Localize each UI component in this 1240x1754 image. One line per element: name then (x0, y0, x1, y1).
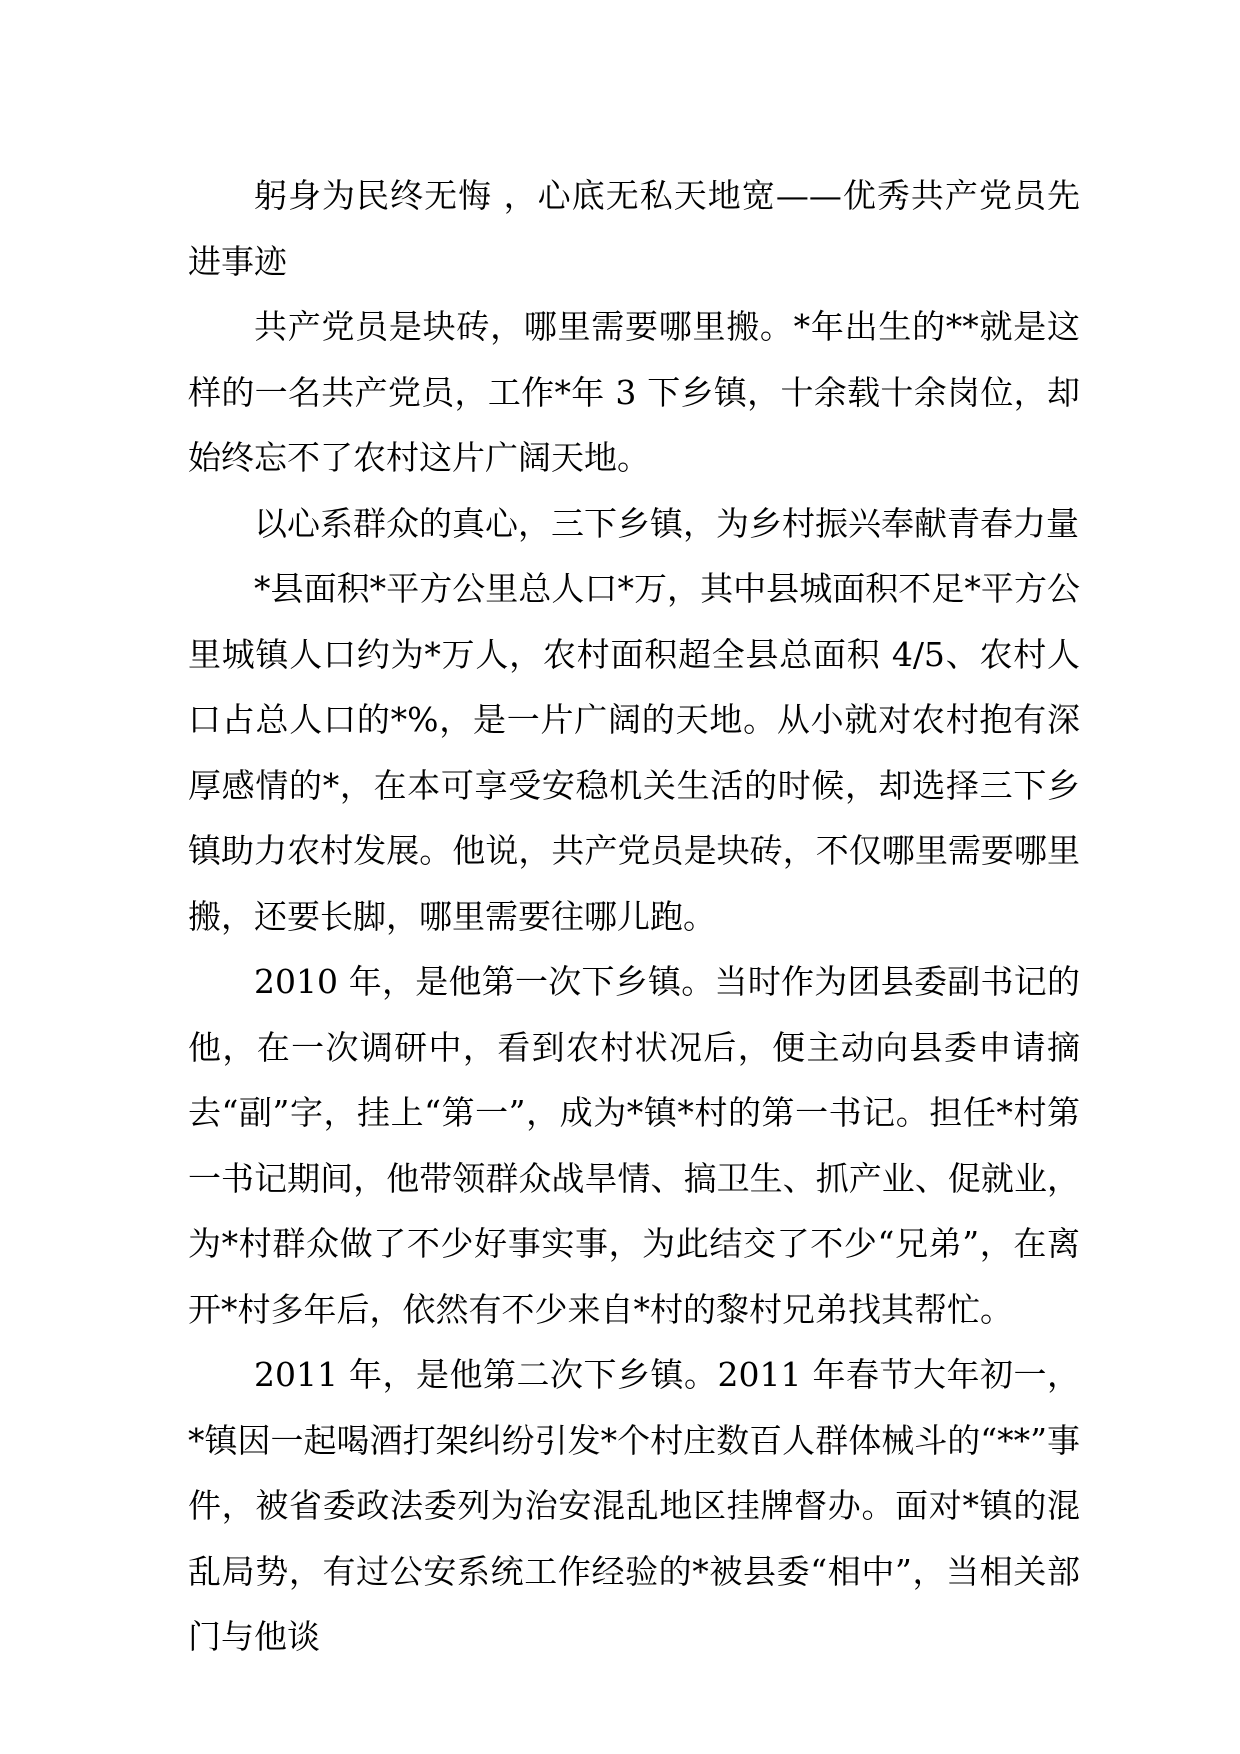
document-page (188, 163, 1080, 1670)
paragraph-4: 2010 年，是他第一次下乡镇。当时作为团县委副书记的他，在一次调研中，看到农村状况后，便主动向县委申请摘去“副”字，挂上“第一”，成为*镇*村的第一书记。担任*村第一书记期间，他带领群众战旱情、搞卫生、抓产业、促就业，为*村群众做了不少好事实事，为此结交了不少“兄弟”，在离开*村多年后，依然有不少来自*村的黎村兄弟找其帮忙。 (188, 962, 1080, 1329)
paragraph-1: 共产党员是块砖，哪里需要哪里搬。*年出生的**就是这样的一名共产党员，工作*年 3 下乡镇，十余载十余岗位，却始终忘不了农村这片广阔天地。 (188, 307, 1080, 477)
document-title: 躬身为民终无悔 ，心底无私天地宽——优秀共产党员先进事迹 (188, 176, 1080, 281)
paragraph-2: 以心系群众的真心，三下乡镇，为乡村振兴奉献青春力量 (254, 503, 1079, 543)
paragraph-3: *县面积*平方公里总人口*万，其中县城面积不足*平方公里城镇人口约为*万人，农村面积超全县总面积 4/5、农村人口占总人口的*%，是一片广阔的天地。从小就对农村抱有深厚感情的*，在本可享受安稳机关生活的时候，却选择三下乡镇助力农村发展。他说，共产党员是块砖，不仅哪里需要哪里搬，还要长脚，哪里需要往哪儿跑。 (188, 569, 1080, 936)
paragraph-5: 2011 年，是他第二次下乡镇。2011 年春节大年初一，*镇因一起喝酒打架纠纷引发*个村庄数百人群体械斗的“**”事件，被省委政法委列为治安混乱地区挂牌督办。面对*镇的混乱局势，有过公安系统工作经验的*被县委“相中”，当相关部门与他谈 (188, 1355, 1080, 1656)
